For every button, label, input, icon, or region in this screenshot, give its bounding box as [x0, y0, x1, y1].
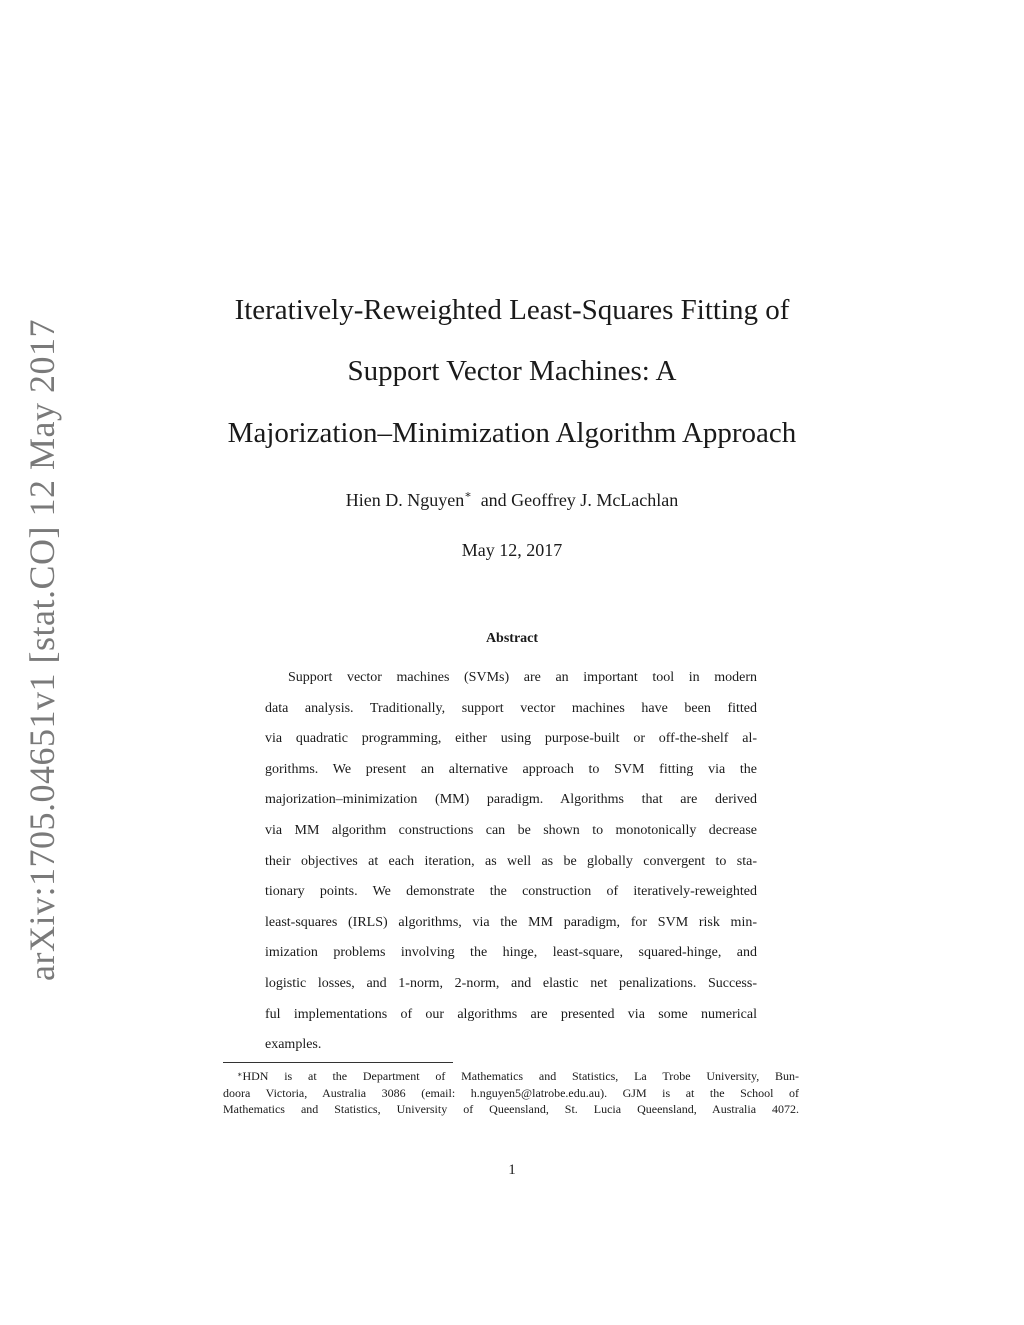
- title-line-1: Iteratively-Reweighted Least-Squares Fitting of: [234, 294, 790, 326]
- abstract-line: least-squares (IRLS) algorithms, via the MM paradigm, for SVM risk min-: [265, 914, 757, 930]
- abstract-line: their objectives at each iteration, as well as be globally convergent to sta-: [265, 853, 757, 869]
- abstract-line: majorization–minimization (MM) paradigm. Algorithms that are derived: [265, 792, 757, 808]
- abstract-line: examples.: [265, 1037, 322, 1053]
- author-list: [0, 490, 1024, 511]
- footnote-line: doora Victoria, Australia 3086 (email: h.nguyen5@latrobe.edu.au). GJM is at the School of: [223, 1085, 799, 1100]
- title-line-3: Majorization–Minimization Algorithm Approach: [227, 417, 797, 449]
- footnote-line: [223, 1068, 799, 1085]
- footnote-mark: ∗: [237, 1070, 243, 1079]
- abstract-line: Support vector machines (SVMs) are an important tool in modern: [288, 670, 757, 685]
- abstract-line: via quadratic programming, either using purpose-built or off-the-shelf al-: [265, 731, 757, 747]
- page-number: 1: [508, 1162, 516, 1178]
- abstract-line: tionary points. We demonstrate the construction of iteratively-reweighted: [265, 884, 757, 900]
- title-line-2: Support Vector Machines: A: [347, 355, 677, 387]
- abstract-body: [265, 668, 757, 1066]
- author-footnote-mark: ∗: [464, 489, 472, 501]
- footnote: [223, 1068, 799, 1118]
- author-first: Hien D. Nguyen: [345, 490, 465, 510]
- abstract-line: via MM algorithm constructions can be shown to monotonically decrease: [265, 822, 757, 838]
- footnote-text: HDN is at the Department of Mathematics and Statistics, La Trobe University, Bun-: [242, 1069, 799, 1083]
- author-rest: and Geoffrey J. McLachlan: [480, 490, 679, 510]
- abstract-line: imization problems involving the hinge, least-square, squared-hinge, and: [265, 945, 757, 961]
- footnote-divider: [223, 1062, 453, 1063]
- abstract-line: gorithms. We present an alternative approach to SVM fitting via the: [265, 761, 757, 777]
- abstract-line: logistic losses, and 1-norm, 2-norm, and elastic net penalizations. Success-: [265, 975, 757, 991]
- abstract-line: data analysis. Traditionally, support vector machines have been fitted: [265, 700, 757, 716]
- paper-date: May 12, 2017: [461, 540, 563, 560]
- abstract-heading: Abstract: [485, 631, 539, 646]
- arxiv-identifier-stamp: arXiv:1705.04651v1 [stat.CO] 12 May 2017: [22, 319, 62, 981]
- footnote-line: Mathematics and Statistics, University of Queensland, St. Lucia Queensland, Australia 4072.: [223, 1102, 799, 1116]
- abstract-line: ful implementations of our algorithms are presented via some numerical: [265, 1006, 757, 1022]
